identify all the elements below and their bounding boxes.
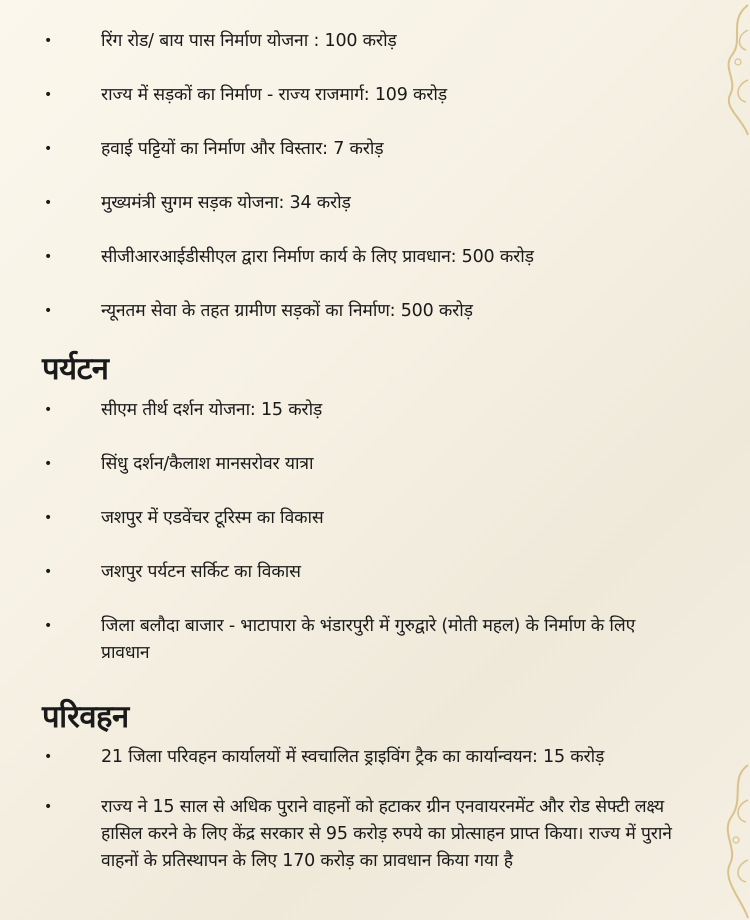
bullet: • bbox=[44, 33, 53, 49]
list-item bbox=[0, 613, 681, 667]
list-item-text: न्यूनतम सेवा के तहत ग्रामीण सड़कों का निर्माण: 500 करोड़ bbox=[101, 301, 473, 321]
bullet: • bbox=[44, 303, 53, 319]
bullet: • bbox=[44, 618, 53, 634]
list-item-text: हवाई पट्टियों का निर्माण और विस्तार: 7 करोड़ bbox=[101, 139, 384, 159]
list-item bbox=[0, 451, 313, 478]
bullet: • bbox=[44, 87, 53, 103]
list-item-text: मुख्यमंत्री सुगम सड़क योजना: 34 करोड़ bbox=[101, 193, 351, 213]
list-item bbox=[0, 136, 383, 163]
list-item-text: सीएम तीर्थ दर्शन योजना: 15 करोड़ bbox=[101, 400, 323, 420]
list-item-text: सीजीआरआईडीसीएल द्वारा निर्माण कार्य के लिए प्रावधान: 500 करोड़ bbox=[101, 247, 534, 267]
list-item-text: राज्य में सड़कों का निर्माण - राज्य राजमार्ग: 109 करोड़ bbox=[101, 85, 447, 105]
list-item bbox=[0, 190, 351, 217]
list-item bbox=[0, 559, 301, 586]
bullet: • bbox=[44, 456, 53, 472]
bullet: • bbox=[44, 402, 53, 418]
bullet: • bbox=[44, 195, 53, 211]
list-item-text: रिंग रोड/ बाय पास निर्माण योजना : 100 करोड़ bbox=[101, 31, 397, 51]
list-item bbox=[0, 82, 447, 109]
list-item bbox=[0, 298, 473, 325]
section-heading-transport: परिवहन bbox=[42, 699, 129, 735]
list-item bbox=[0, 244, 534, 271]
ornament-swirl-icon bbox=[708, 0, 750, 140]
list-item-text: राज्य ने 15 साल से अधिक पुराने वाहनों को हटाकर ग्रीन एनवायरनमेंट और रोड सेफ्टी लक्ष्य हासिल करने के लिए केंद्र सरकार से 95 करोड़ रुपये का प्रोत्साहन प्राप्त किया। राज्य में पुराने वाहनों के प्रतिस्थापन के लिए 170 करोड़ का प्रावधान किया गया है bbox=[101, 797, 672, 871]
bullet: • bbox=[44, 510, 53, 526]
bullet: • bbox=[44, 564, 53, 580]
list-item-text: जिला बलौदा बाजार - भाटापारा के भंडारपुरी में गुरुद्वारे (मोती महल) के निर्माण के लिए प्रावधान bbox=[101, 616, 636, 663]
list-item bbox=[0, 28, 397, 55]
list-item bbox=[0, 397, 322, 424]
ornament-swirl-icon bbox=[708, 760, 750, 920]
bullet: • bbox=[44, 749, 53, 765]
list-item-text: सिंधु दर्शन/कैलाश मानसरोवर यात्रा bbox=[101, 454, 314, 474]
list-item-text: जशपुर में एडवेंचर टूरिस्म का विकास bbox=[101, 508, 324, 528]
section-heading-tourism: पर्यटन bbox=[42, 351, 109, 387]
list-item bbox=[0, 744, 681, 771]
list-item-text: 21 जिला परिवहन कार्यालयों में स्वचालित ड्राइविंग ट्रैक का कार्यान्वयन: 15 करोड़ bbox=[101, 747, 605, 767]
bullet: • bbox=[44, 799, 53, 815]
bullet: • bbox=[44, 249, 53, 265]
list-item bbox=[0, 505, 324, 532]
list-item bbox=[0, 794, 681, 875]
bullet: • bbox=[44, 141, 53, 157]
list-item-text: जशपुर पर्यटन सर्किट का विकास bbox=[101, 562, 301, 582]
